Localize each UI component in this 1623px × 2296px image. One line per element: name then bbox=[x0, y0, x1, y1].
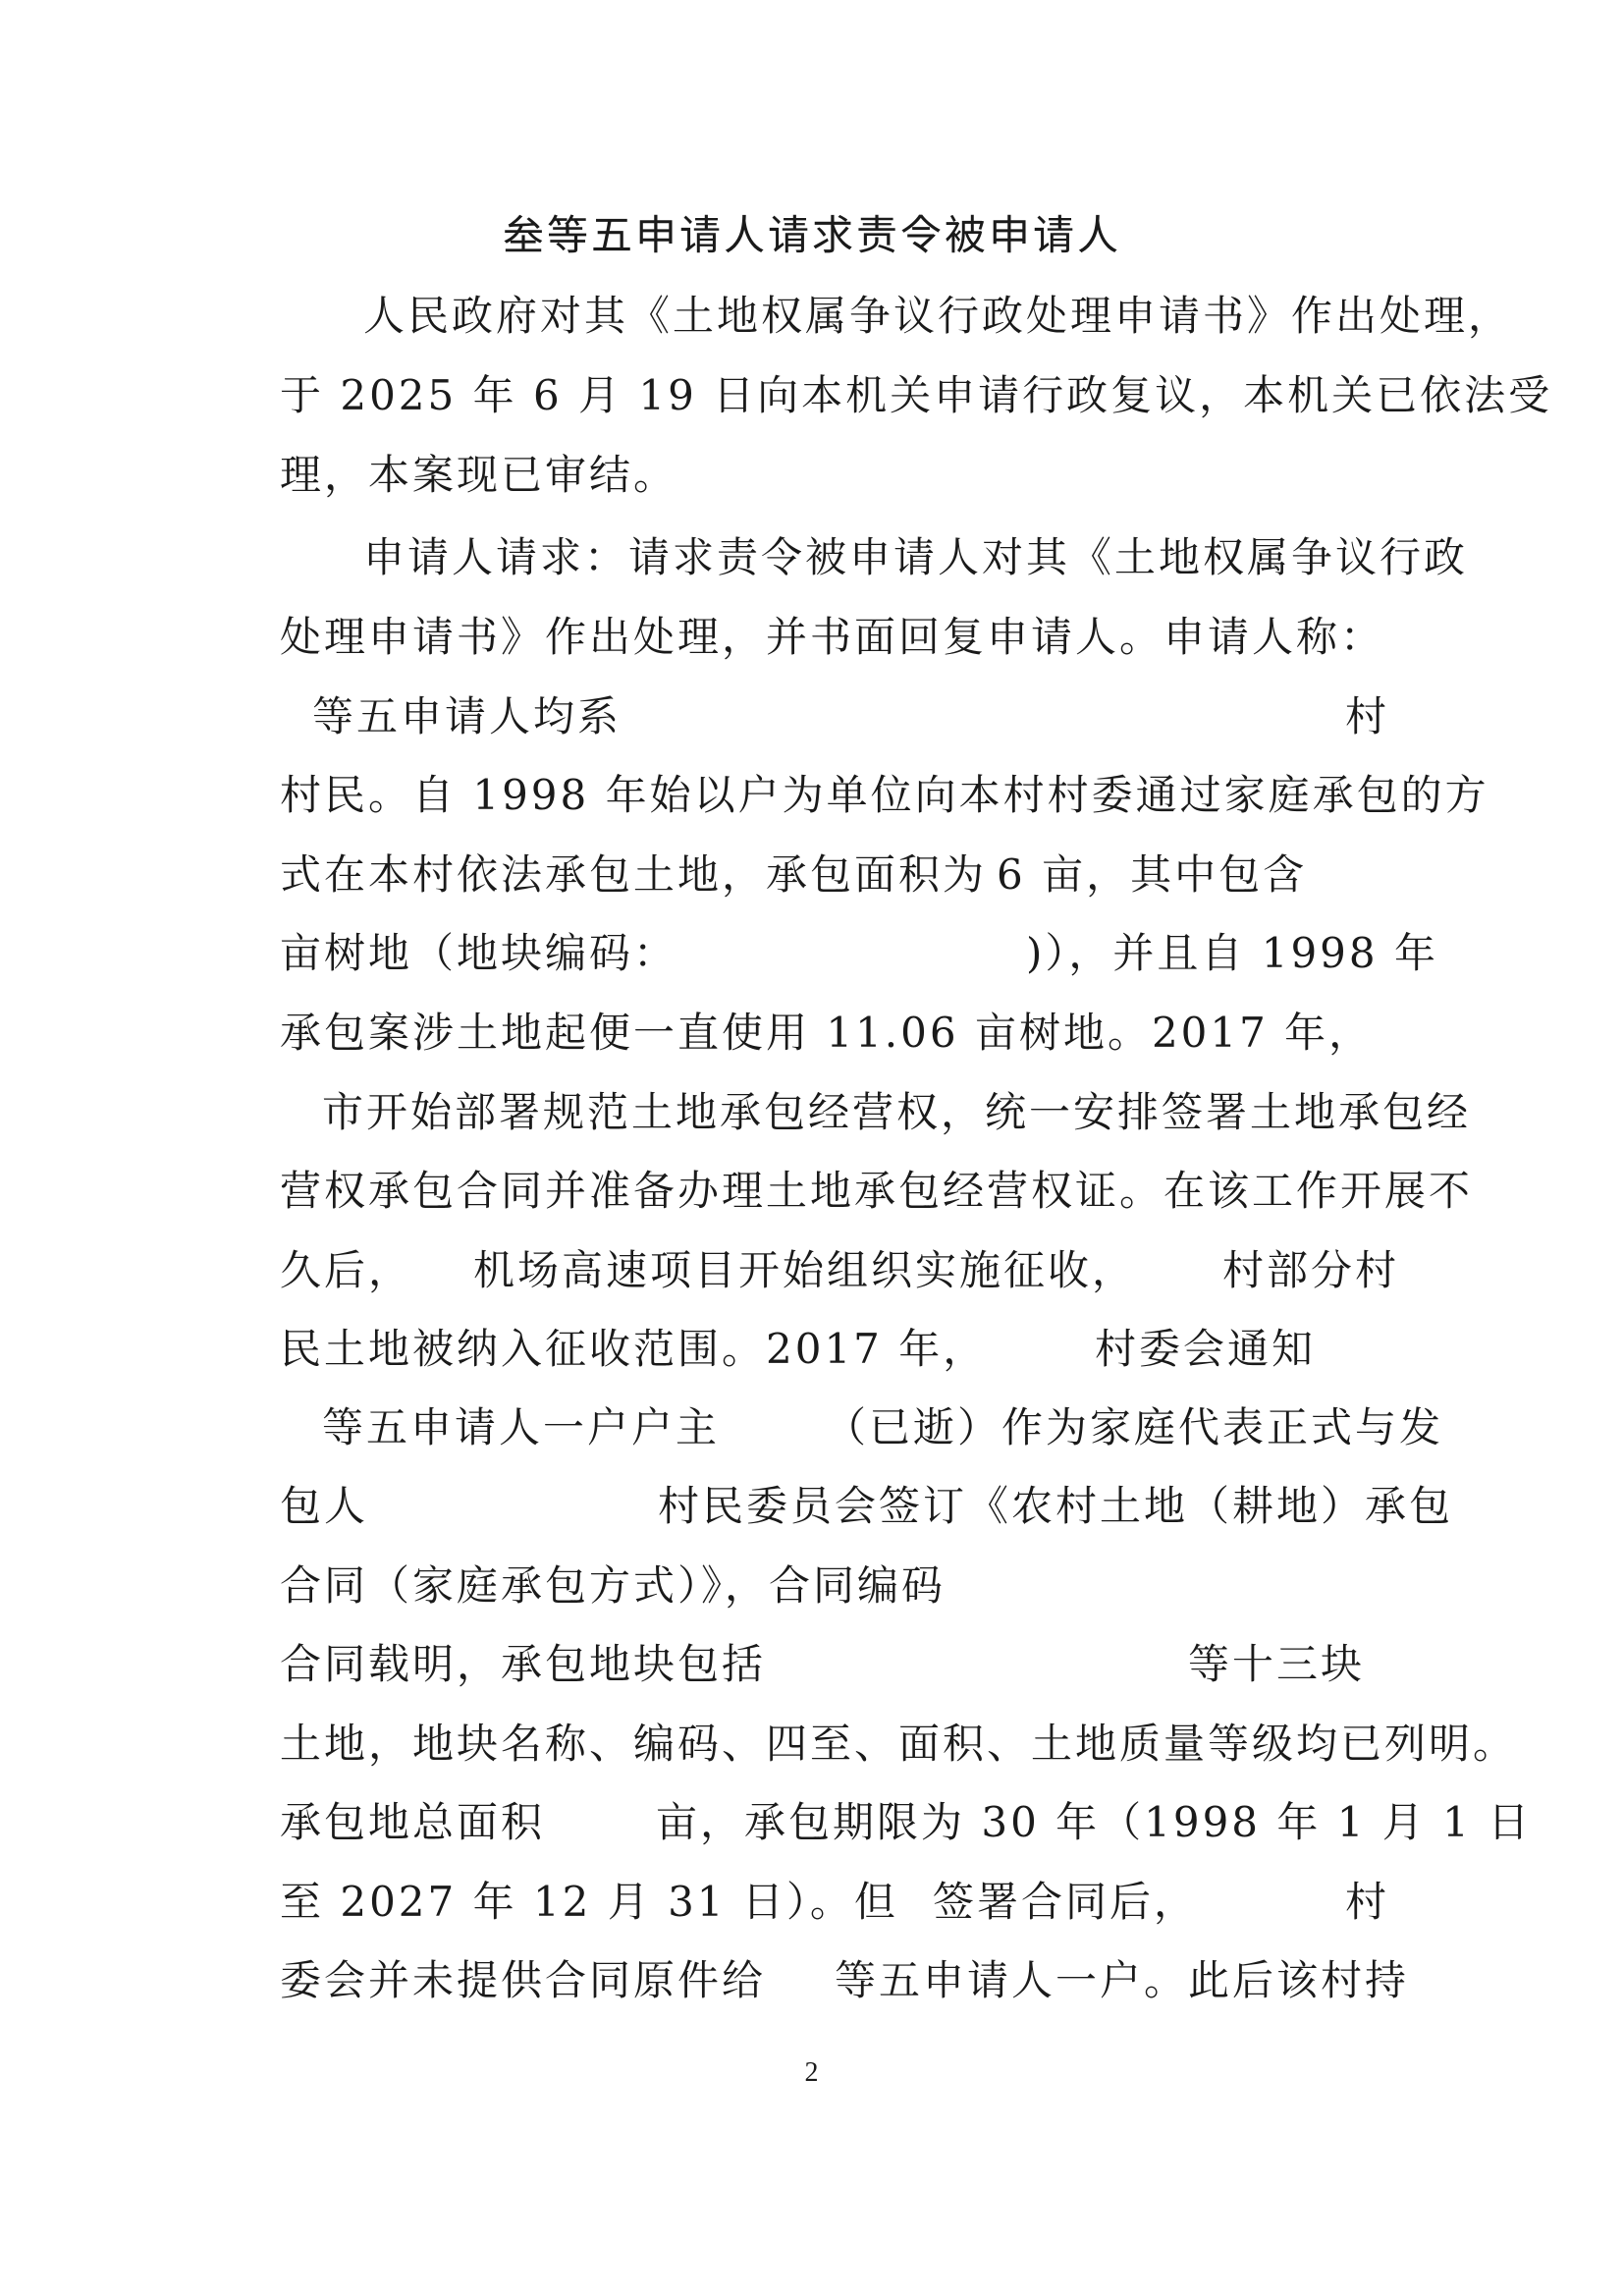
text-line-21a: 承包地总面积 bbox=[280, 1798, 546, 1846]
text-line-4: 理，本案现已审结。 bbox=[280, 451, 678, 499]
text-line-9b: 6 亩，其中包含 bbox=[997, 850, 1308, 899]
text-line-11: 承包案涉土地起便一直使用 11.06 亩树地。2017 年， bbox=[280, 1009, 1374, 1057]
text-line-8: 村民。自 1998 年始以户为单位向本村村委通过家庭承包的方 bbox=[280, 771, 1489, 819]
text-line-23a: 委会并未提供合同原件给 bbox=[280, 1956, 767, 2004]
text-line-22a: 至 2027 年 12 月 31 日）。但 bbox=[280, 1878, 898, 1926]
text-line-6: 处理申请书》作出处理，并书面回复申请人。申请人称： bbox=[280, 613, 1385, 661]
text-line-10a: 亩树地（地块编码： bbox=[280, 929, 678, 977]
text-line-9a: 式在本村依法承包土地，承包面积为 bbox=[280, 850, 988, 899]
text-line-14b: 机场高速项目开始组织实施征收， bbox=[473, 1246, 1137, 1294]
text-line-10b: )），并且自 1998 年 bbox=[1026, 929, 1438, 977]
text-line-15b: 村委会通知 bbox=[1095, 1325, 1317, 1373]
text-line-16b: （已逝）作为家庭代表正式与发 bbox=[825, 1403, 1444, 1451]
text-line-2: 人民政府对其《土地权属争议行政处理申请书》作出处理， bbox=[363, 292, 1513, 340]
text-line-14c: 村部分村 bbox=[1222, 1246, 1400, 1294]
text-line-22c: 村 bbox=[1345, 1878, 1390, 1926]
text-line-15a: 民土地被纳入征收范围。2017 年， bbox=[280, 1325, 988, 1373]
text-line-19a: 合同载明，承包地块包括 bbox=[280, 1640, 767, 1688]
text-line-23b: 等五申请人一户。此后该村持 bbox=[835, 1956, 1410, 2004]
text-line-13: 营权承包合同并准备办理土地承包经营权证。在该工作开展不 bbox=[280, 1167, 1474, 1215]
text-line-20: 土地，地块名称、编码、四至、面积、土地质量等级均已列明。 bbox=[280, 1720, 1518, 1768]
text-line-3: 于 2025 年 6 月 19 日向本机关申请行政复议，本机关已依法受 bbox=[280, 371, 1553, 419]
text-line-14a: 久后， bbox=[280, 1246, 413, 1294]
text-line-19b: 等十三块 bbox=[1188, 1640, 1366, 1688]
text-line-17a: 包人 bbox=[280, 1482, 369, 1530]
text-line-17b: 村民委员会签订《农村土地（耕地）承包 bbox=[658, 1482, 1454, 1530]
text-line-21b: 亩，承包期限为 30 年（1998 年 1 月 1 日 bbox=[656, 1798, 1533, 1846]
text-line-16a: 等五申请人一户户主 bbox=[322, 1403, 721, 1451]
text-line-5: 申请人请求：请求责令被申请人对其《土地权属争议行政 bbox=[363, 533, 1469, 581]
page-number: 2 bbox=[804, 2057, 819, 2088]
text-line-7a: 等五申请人均系 bbox=[312, 692, 622, 740]
text-line-7b: 村 bbox=[1345, 692, 1390, 740]
text-line-12: 市开始部署规范土地承包经营权，统一安排签署土地承包经 bbox=[322, 1088, 1472, 1136]
text-line-22b: 签署合同后， bbox=[933, 1878, 1199, 1926]
text-line-18: 合同（家庭承包方式）》，合同编码 bbox=[280, 1561, 947, 1610]
text-line-1: 𡊄等五申请人请求责令被申请人 bbox=[503, 211, 1122, 259]
